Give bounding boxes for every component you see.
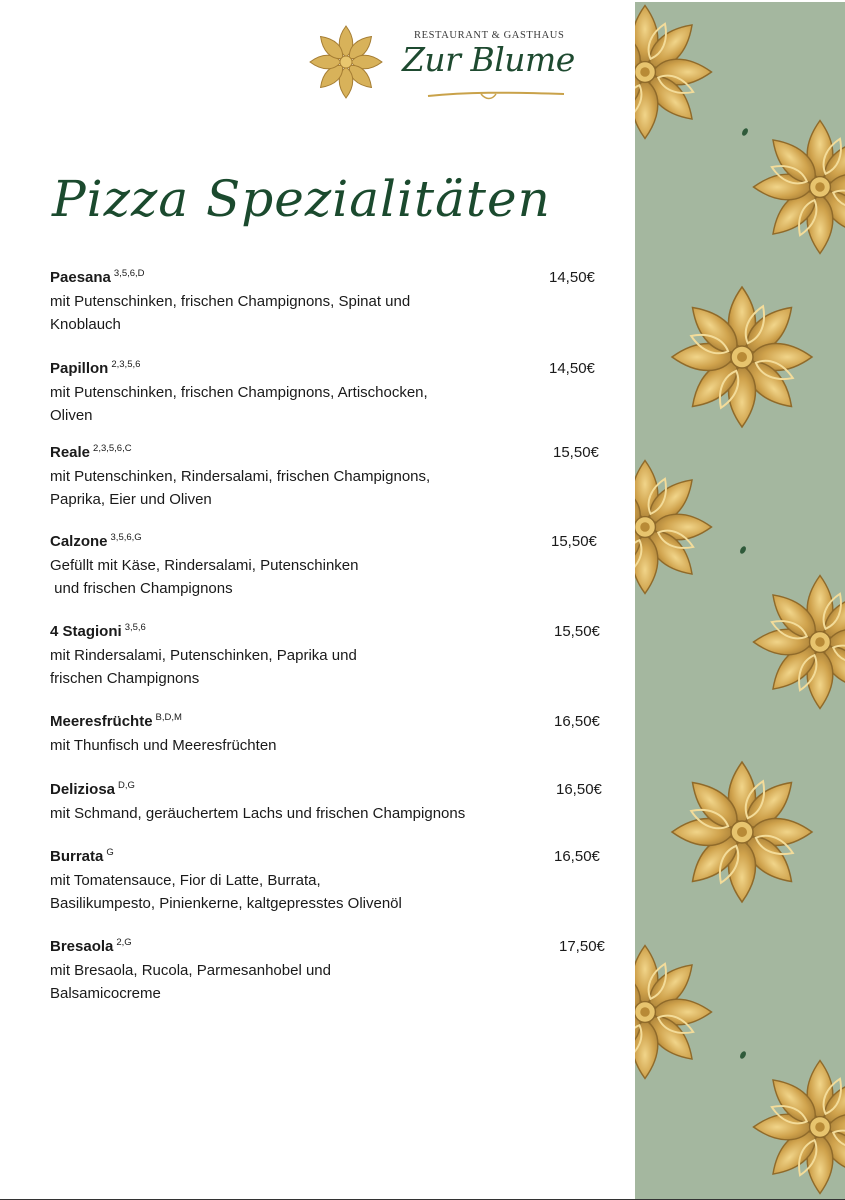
allergen-codes: 3,5,6,G	[110, 532, 142, 543]
menu-item-description: mit Rindersalami, Putenschinken, Paprika und	[50, 647, 357, 664]
menu-item-description: Basilikumpesto, Pinienkerne, kaltgepresstes Olivenöl	[50, 895, 402, 912]
menu-item-price: 16,50€	[556, 781, 602, 798]
menu-item-name: Papillon $^{2,3,5,6}$	[50, 359, 141, 377]
menu-item	[50, 622, 615, 690]
menu-item-price: 16,50€	[554, 713, 600, 730]
menu-item	[50, 937, 615, 1005]
allergen-codes: 3,5,6,D	[113, 268, 145, 279]
allergen-codes: 2,3,5,6,C	[93, 443, 132, 454]
allergen-codes: 3,5,6	[124, 622, 146, 633]
menu-item	[50, 780, 615, 825]
menu-item-description: mit Bresaola, Rucola, Parmesanhobel und	[50, 962, 331, 979]
menu-item	[50, 268, 615, 336]
menu-item-price: 16,50€	[554, 848, 600, 865]
allergen-codes: G	[106, 847, 114, 858]
menu-item-price: 17,50€	[559, 938, 605, 955]
gold-flower-pattern-icon	[635, 2, 845, 1200]
logo-brand-name: Zur Blume	[402, 40, 575, 79]
allergen-codes: D,G	[118, 780, 135, 791]
menu-item-description: mit Schmand, geräuchertem Lachs und frischen Champignons	[50, 805, 466, 822]
swash-underline-icon	[426, 88, 566, 102]
menu-item	[50, 443, 615, 511]
menu-item	[50, 847, 615, 915]
menu-item-name: Paesana $^{3,5,6,D}$	[50, 268, 145, 286]
menu-item-price: 14,50€	[549, 360, 595, 377]
menu-item-description: Oliven	[50, 407, 93, 424]
menu-item-description: und frischen Champignons	[50, 580, 233, 597]
allergen-codes: B,D,M	[155, 712, 182, 723]
page-title: Pizza Spezialitäten	[52, 170, 551, 228]
menu-item-price: 15,50€	[551, 533, 597, 550]
menu-item-name: Meeresfrüchte $^{B,D,M}$	[50, 712, 182, 730]
menu-item-description: Gefüllt mit Käse, Rindersalami, Putenschinken	[50, 557, 359, 574]
menu-item-description: mit Thunfisch und Meeresfrüchten	[50, 737, 277, 754]
menu-item-price: 15,50€	[553, 444, 599, 461]
menu-item-description: mit Putenschinken, Rindersalami, frischen Champignons,	[50, 468, 431, 485]
menu-item	[50, 532, 615, 600]
menu-item-description: mit Tomatensauce, Fior di Latte, Burrata,	[50, 872, 321, 889]
allergen-codes: 2,G	[116, 937, 132, 948]
restaurant-logo	[296, 22, 586, 112]
menu-item-description: Paprika, Eier und Oliven	[50, 491, 212, 508]
menu-item-price: 14,50€	[549, 269, 595, 286]
menu-item-name: Deliziosa $^{D,G}$	[50, 780, 135, 798]
decorative-side-panel	[635, 2, 845, 1200]
menu-item-name: 4 Stagioni $^{3,5,6}$	[50, 622, 146, 640]
menu-item-name: Burrata $^G$	[50, 847, 114, 865]
menu-item-description: frischen Champignons	[50, 670, 200, 687]
menu-item-description: Balsamicocreme	[50, 985, 161, 1002]
menu-item-description: mit Putenschinken, frischen Champignons, Spinat und	[50, 293, 411, 310]
menu-item-name: Bresaola $^{2,G}$	[50, 937, 132, 955]
menu-item-name: Reale $^{2,3,5,6,C}$	[50, 443, 132, 461]
lotus-flower-icon	[296, 24, 396, 100]
menu-item-name: Calzone $^{3,5,6,G}$	[50, 532, 142, 550]
allergen-codes: 2,3,5,6	[111, 359, 141, 370]
logo-subtitle: RESTAURANT & GASTHAUS	[414, 30, 565, 41]
menu-item-description: Knoblauch	[50, 316, 121, 333]
menu-item-price: 15,50€	[554, 623, 600, 640]
menu-item	[50, 359, 615, 427]
menu-item-description: mit Putenschinken, frischen Champignons, Artischocken,	[50, 384, 428, 401]
menu-item	[50, 712, 615, 757]
